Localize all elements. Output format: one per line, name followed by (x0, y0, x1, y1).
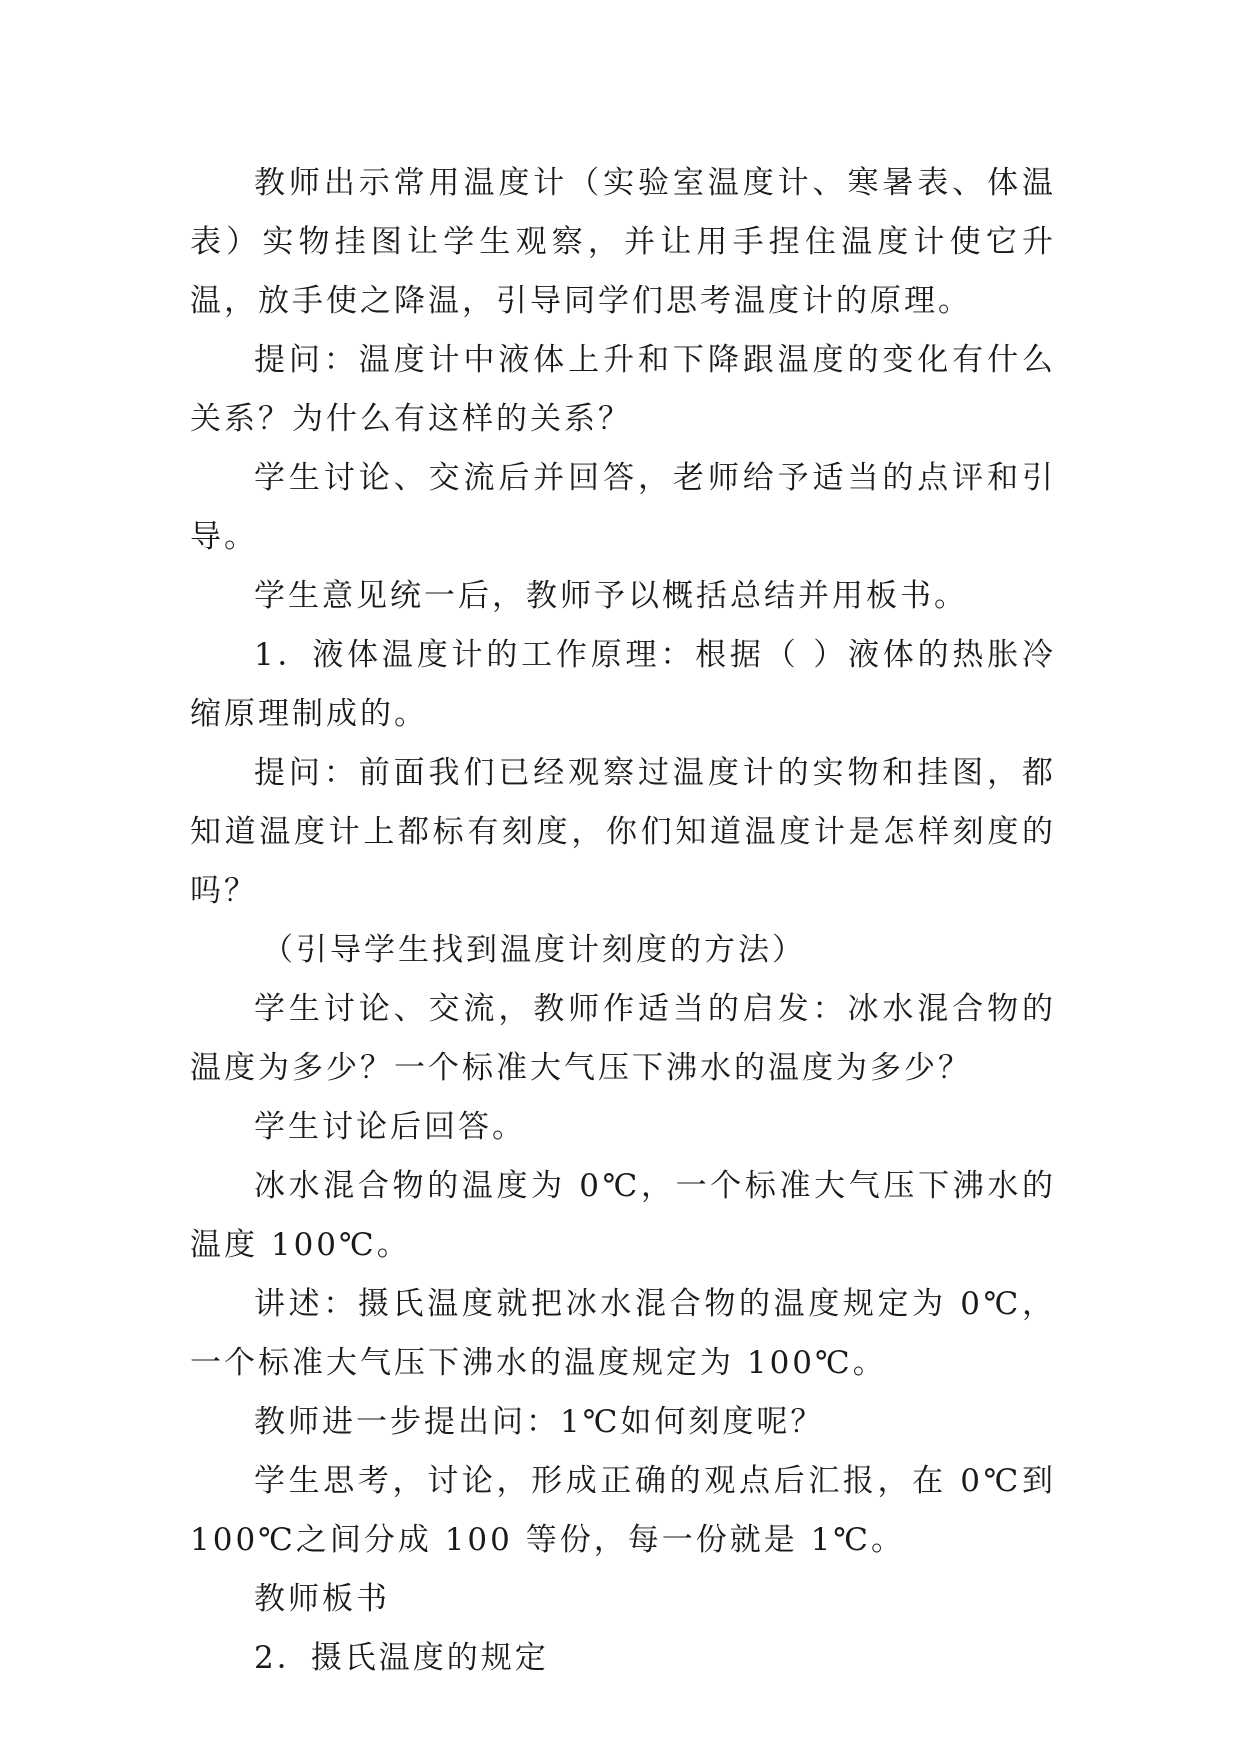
paragraph-teacher-summary: 学生意见统一后，教师予以概括总结并用板书。 (254, 578, 968, 614)
paragraph-question-scale: 提问：前面我们已经观察过温度计的实物和挂图，都知道温度计上都标有刻度，你们知道温度计是怎样刻度的吗？ (190, 755, 1056, 909)
paragraph-guide-note: （引导学生找到温度计刻度的方法） (262, 932, 806, 968)
paragraph-degree-question: 教师进一步提出问：1℃如何刻度呢？ (254, 1404, 825, 1440)
paragraph-discussion-hint: 学生讨论、交流，教师作适当的启发：冰水混合物的温度为多少？一个标准大气压下沸水的温度为多少？ (190, 991, 1056, 1086)
paragraph-ice-water-temp: 冰水混合物的温度为 0℃，一个标准大气压下沸水的温度 100℃。 (190, 1168, 1056, 1263)
paragraph-celsius-definition: 讲述：摄氏温度就把冰水混合物的温度规定为 0℃，一个标准大气压下沸水的温度规定为 100℃。 (190, 1286, 1056, 1381)
paragraph-student-report: 学生思考，讨论，形成正确的观点后汇报，在 0℃到 100℃之间分成 100 等份，每一份就是 1℃。 (190, 1463, 1056, 1558)
paragraph-board-writing: 教师板书 (254, 1581, 390, 1617)
document-body (190, 154, 1056, 1688)
paragraph-question-liquid: 提问：温度计中液体上升和下降跟温度的变化有什么关系？为什么有这样的关系？ (190, 342, 1056, 437)
paragraph-student-answer: 学生讨论后回答。 (254, 1109, 526, 1145)
paragraph-thermometer-demo: 教师出示常用温度计（实验室温度计、寒暑表、体温表）实物挂图让学生观察，并让用手捏住温度计使它升温，放手使之降温，引导同学们思考温度计的原理。 (190, 165, 1056, 319)
paragraph-celsius-heading: 2．摄氏温度的规定 (254, 1640, 549, 1676)
paragraph-student-discussion: 学生讨论、交流后并回答，老师给予适当的点评和引导。 (190, 460, 1056, 555)
paragraph-principle-heading: 1．液体温度计的工作原理：根据（ ）液体的热胀冷缩原理制成的。 (190, 637, 1056, 732)
